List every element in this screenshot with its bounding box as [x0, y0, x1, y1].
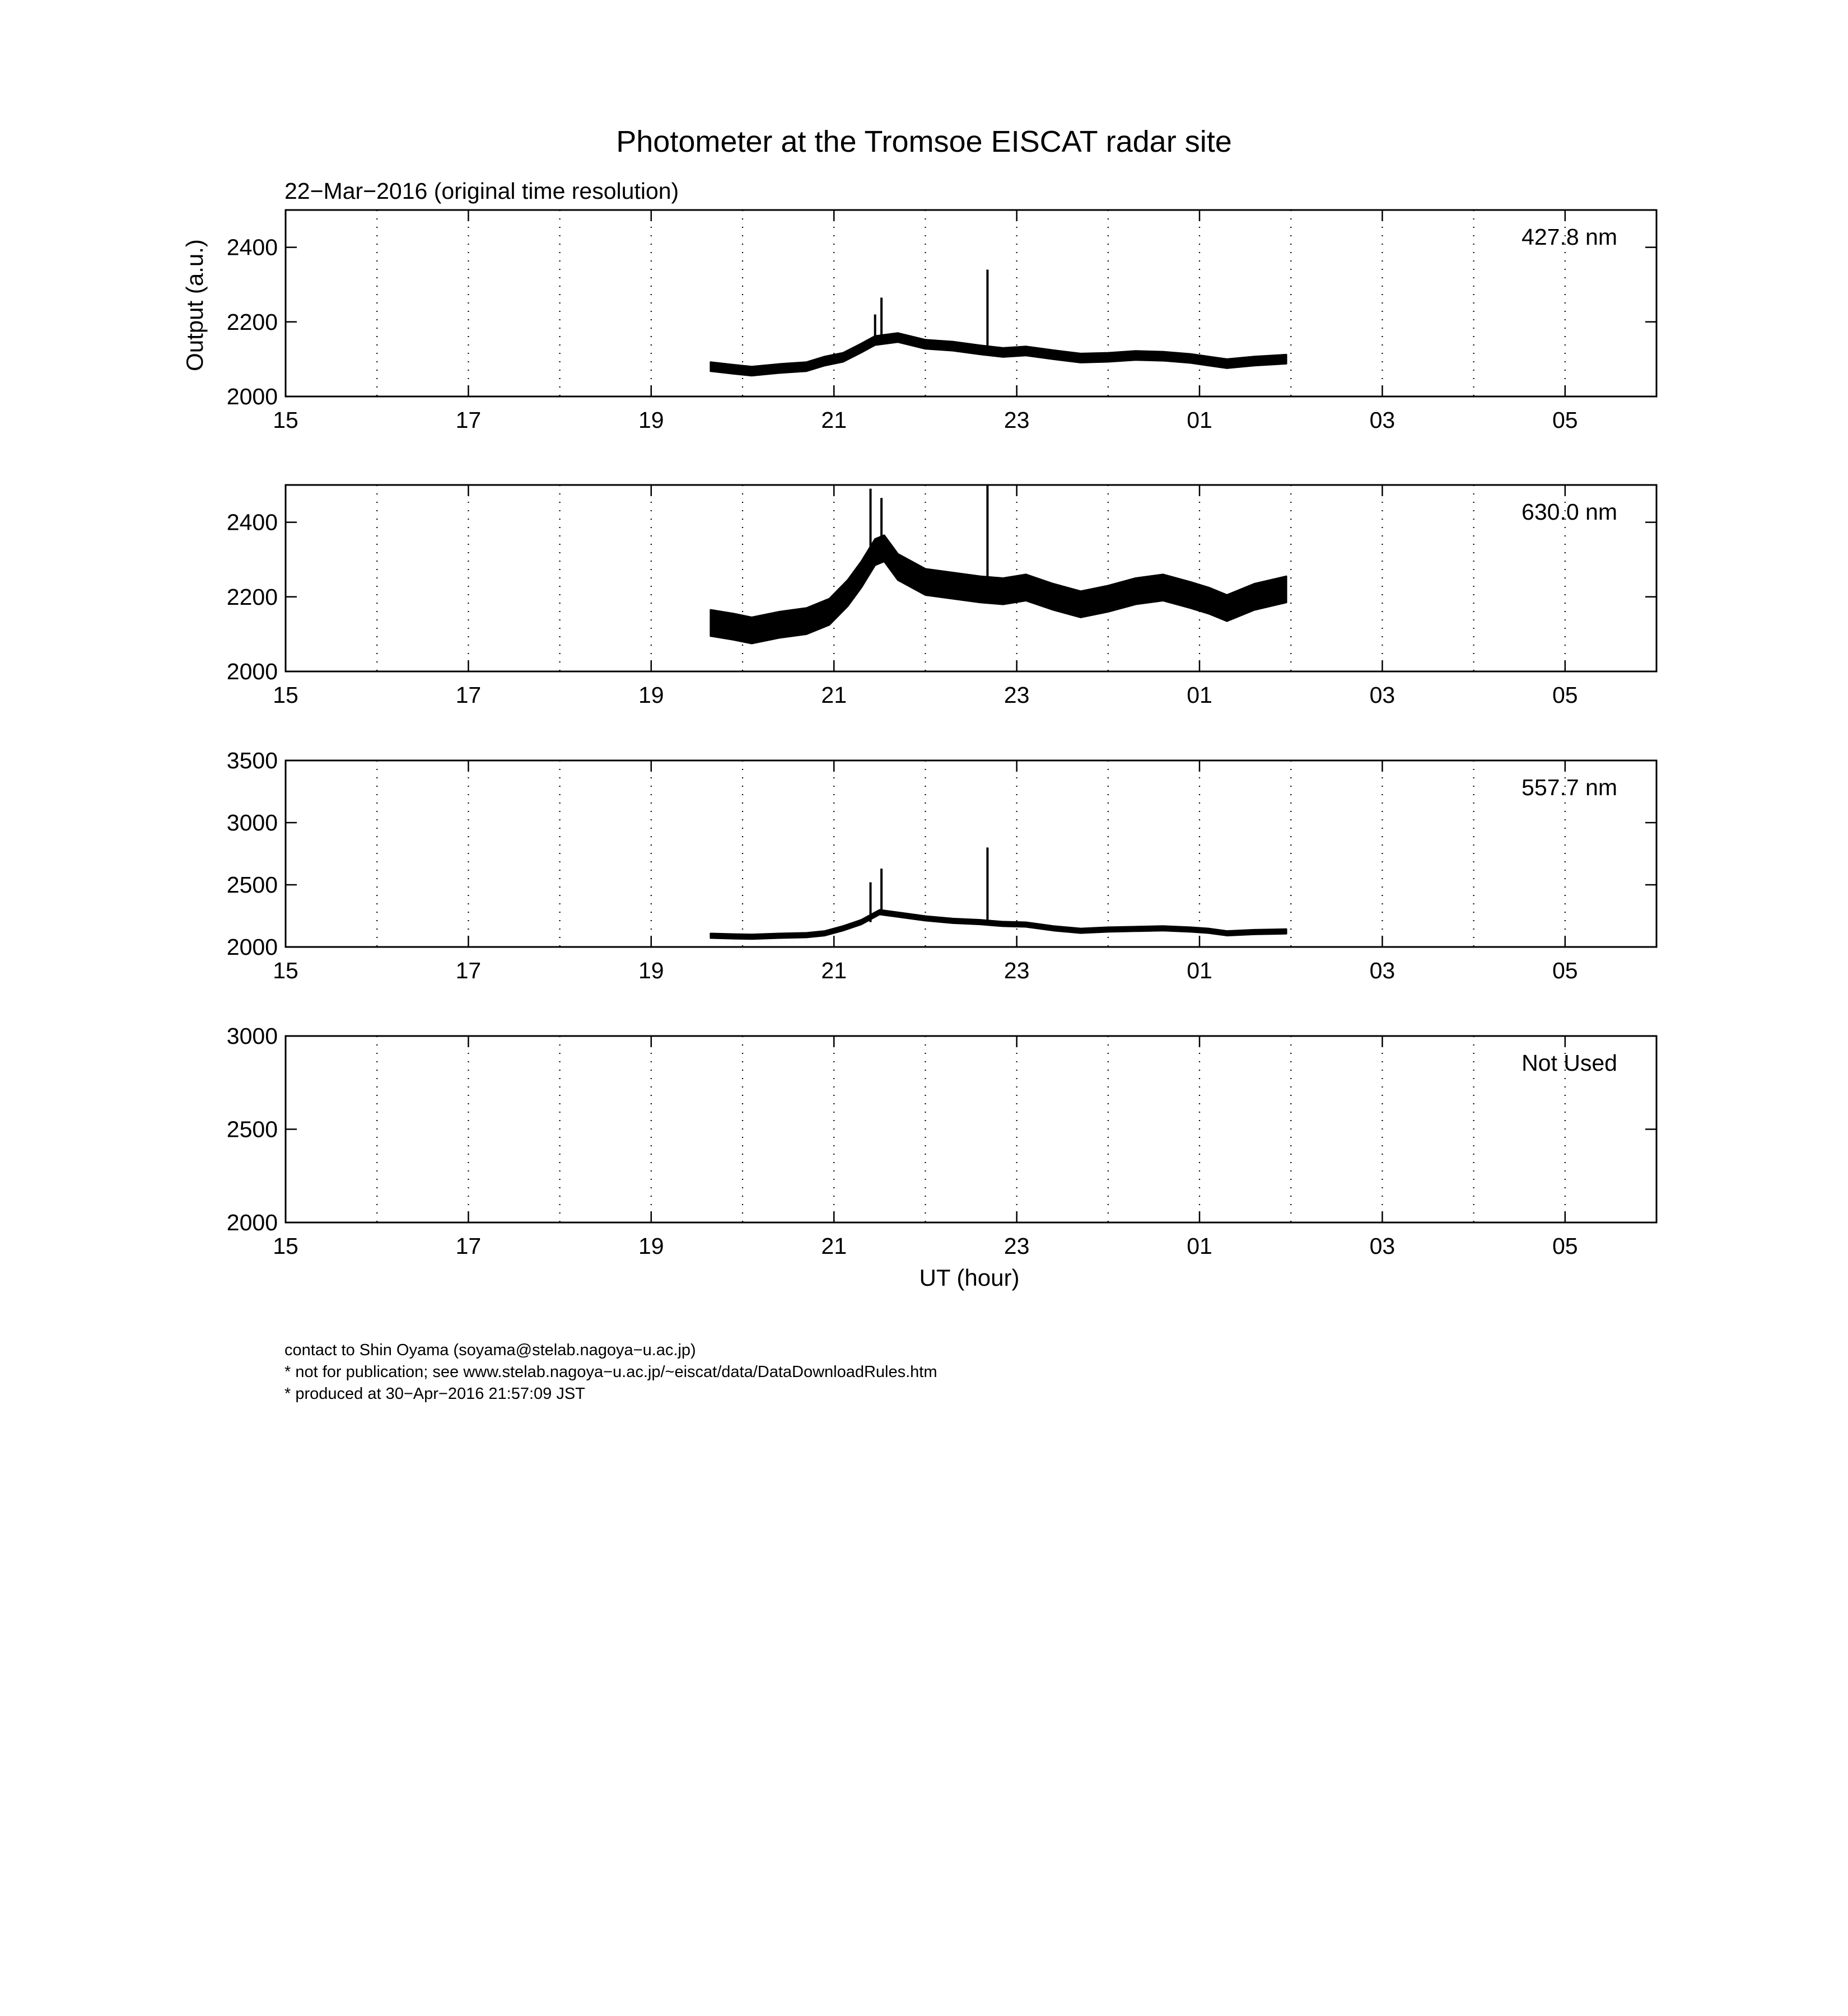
panel-1-x-tick-label: 23	[1004, 407, 1030, 433]
panel-4-x-tick-label: 03	[1369, 1233, 1396, 1259]
panel-1-x-tick-label: 15	[273, 407, 298, 433]
panel-4-x-tick-label: 01	[1187, 1233, 1212, 1259]
panel-2-x-tick-label: 03	[1369, 682, 1396, 708]
panel-4-axes-box	[286, 1036, 1656, 1222]
panel-4-x-tick-label: 15	[273, 1233, 298, 1259]
panel-3-x-tick-label: 19	[638, 958, 664, 983]
panel-3-x-tick-label: 05	[1552, 958, 1578, 983]
panel-2-series-label: 630.0 nm	[1522, 499, 1617, 525]
footer-publication-note: * not for publication; see www.stelab.nagoya−u.ac.jp/~eiscat/data/DataDownloadRules.htm	[284, 1363, 937, 1381]
panel-1-series-label: 427.8 nm	[1522, 224, 1617, 250]
panel-4-y-tick-label: 2000	[226, 1210, 278, 1235]
panel-3-y-tick-label: 2500	[226, 872, 278, 898]
panel-1-y-tick-label: 2400	[226, 234, 278, 260]
panel-2-y-tick-label: 2000	[226, 659, 278, 684]
panel-2-series-band	[711, 535, 1286, 643]
panel-2-x-tick-label: 15	[273, 682, 298, 708]
panel-3-x-tick-label: 03	[1369, 958, 1396, 983]
footer-notes	[284, 1340, 937, 1405]
footer-produced-at: * produced at 30−Apr−2016 21:57:09 JST	[284, 1385, 585, 1403]
panel-1-x-tick-label: 19	[638, 407, 664, 433]
panel-3-y-tick-label: 2000	[226, 934, 278, 960]
panel-1-x-tick-label: 03	[1369, 407, 1396, 433]
panel-4-x-tick-label: 21	[821, 1233, 847, 1259]
panel-1-x-tick-label: 01	[1187, 407, 1212, 433]
panel-1-x-tick-label: 17	[455, 407, 482, 433]
panel-1-x-tick-label: 21	[821, 407, 847, 433]
footer-contact: contact to Shin Oyama (soyama@stelab.nagoya−u.ac.jp)	[284, 1341, 696, 1359]
panel-3-x-tick-label: 17	[455, 958, 482, 983]
panel-1-y-tick-label: 2000	[226, 384, 278, 409]
panel-1-x-tick-label: 05	[1552, 407, 1578, 433]
chart-subtitle: 22−Mar−2016 (original time resolution)	[284, 178, 679, 204]
panel-4-y-tick-label: 2500	[226, 1116, 278, 1142]
panel-1-axes-box	[286, 210, 1656, 396]
chart-title: Photometer at the Tromsoe EISCAT radar site	[616, 125, 1232, 158]
panel-2-x-tick-label: 19	[638, 682, 664, 708]
panel-4-x-tick-label: 23	[1004, 1233, 1030, 1259]
panel-2-y-tick-label: 2200	[226, 584, 278, 610]
panel-3-x-tick-label: 15	[273, 958, 298, 983]
panel-3-x-tick-label: 21	[821, 958, 847, 983]
panel-4-y-tick-label: 3000	[226, 1023, 278, 1049]
panel-3-x-tick-label: 01	[1187, 958, 1212, 983]
panel-2-x-tick-label: 01	[1187, 682, 1212, 708]
panel-2-x-tick-label: 05	[1552, 682, 1578, 708]
panel-2-x-tick-label: 23	[1004, 682, 1030, 708]
panel-1-y-tick-label: 2200	[226, 309, 278, 335]
panel-2-y-tick-label: 2400	[226, 509, 278, 535]
panel-3-x-tick-label: 23	[1004, 958, 1030, 983]
panel-4-x-tick-label: 05	[1552, 1233, 1578, 1259]
panel-2-x-tick-label: 17	[455, 682, 482, 708]
panel-3-series-label: 557.7 nm	[1522, 774, 1617, 800]
panel-3-y-tick-label: 3500	[226, 748, 278, 773]
panel-4-x-tick-label: 17	[455, 1233, 482, 1259]
panel-2-x-tick-label: 21	[821, 682, 847, 708]
x-axis-label: UT (hour)	[919, 1264, 1020, 1291]
panel-3-y-tick-label: 3000	[226, 810, 278, 836]
panel-4-series-label: Not Used	[1522, 1050, 1617, 1076]
panel-1-series-band	[711, 333, 1286, 376]
y-axis-label: Output (a.u.)	[181, 239, 208, 371]
panel-4-x-tick-label: 19	[638, 1233, 664, 1259]
